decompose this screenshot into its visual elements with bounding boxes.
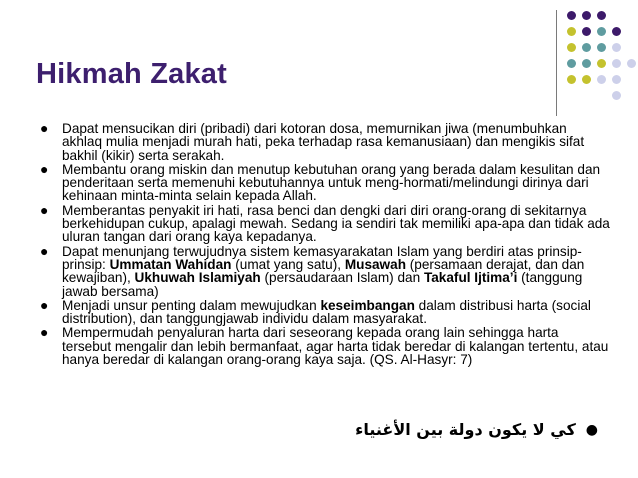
decorative-dot xyxy=(597,11,606,20)
bullet-icon: ● xyxy=(40,120,49,136)
decorative-dot xyxy=(597,59,606,68)
bullet-icon: ● xyxy=(40,296,49,313)
decorative-divider xyxy=(556,10,557,116)
decorative-dot xyxy=(597,75,606,84)
bullet-item xyxy=(40,160,610,204)
decorative-dot xyxy=(612,43,621,52)
decorative-dot xyxy=(627,59,636,68)
decorative-dot xyxy=(567,75,576,84)
bullet-item xyxy=(40,242,610,299)
decorative-dot xyxy=(567,43,576,52)
bullet-item xyxy=(40,201,610,245)
bullet-icon: ● xyxy=(40,201,49,218)
decorative-dot xyxy=(612,91,621,100)
decorative-dot xyxy=(582,11,591,20)
decorative-dot xyxy=(567,27,576,36)
bullet-icon: ● xyxy=(40,242,49,259)
decorative-dot xyxy=(567,59,576,68)
bullet-text: (persamaan derajat, dan dan kewajiban), xyxy=(62,256,585,286)
decorative-dot xyxy=(582,75,591,84)
decorative-dot xyxy=(612,27,621,36)
bullet-icon: ● xyxy=(585,421,598,438)
bold-term: keseimbangan xyxy=(320,297,415,313)
bullet-text: Dapat mensucikan diri (pribadi) dari kotoran dosa, memurnikan jiwa (menumbuhkan akhlaq mulia menjadi murah hati, peka terhadap rasa kemanusiaan) dan mengikis sifat bakhil (kikir) serta serakah. xyxy=(62,121,585,163)
bullet-text: Membantu orang miskin dan menutup kebutuhan orang yang berada dalam kesulitan dan penderitaan serta memenuhi kebutuhannya untuk meng-hormati/melindungi dirinya dari kehinaan minta-minta selain kepada Allah. xyxy=(62,161,601,204)
bold-term: Takaful Ijtima’i xyxy=(423,270,518,286)
bullet-item xyxy=(40,326,610,366)
decorative-dot xyxy=(612,59,621,68)
bullet-list xyxy=(40,122,610,367)
decorative-dot xyxy=(597,43,606,52)
bullet-text: dalam distribusi harta (social distribution), dan tanggungjawab individu dalam masyarakat. xyxy=(62,297,591,327)
slide-title: Hikmah Zakat xyxy=(36,58,227,90)
bullet-text: (umat yang satu), xyxy=(231,256,345,272)
bullet-text: (persaudaraan Islam) dan xyxy=(260,270,424,286)
bullet-text: Mempermudah penyaluran harta dari seseorang kepada orang lain sehingga harta tersebut mengalir dan lebih bermanfaat, agar harta tidak beredar di kalangan tertentu, atau hanya beredar di kalangan orang-orang kaya saja. (QS. Al-Hasyr: 7) xyxy=(62,325,609,368)
bullet-icon: ● xyxy=(40,160,49,177)
bold-term: Musawah xyxy=(344,256,406,272)
decorative-dot xyxy=(582,59,591,68)
bullet-text: Menjadi unsur penting dalam mewujudkan xyxy=(62,297,321,313)
bullet-text: Memberantas penyakit iri hati, rasa benci dan dengki dari diri orang-orang di sekitarnya berkehidupan cukup, apalagi mewah. Sedang ia sendiri tak memiliki apa-apa dan tidak ada uluran tangan dari orang kaya kepadanya. xyxy=(62,202,610,245)
decorative-dot xyxy=(567,11,576,20)
bullet-text: (tanggung jawab bersama) xyxy=(62,270,583,299)
arabic-text: كي لا يكون دولة بين الأغنياء xyxy=(355,420,576,439)
arabic-bullet xyxy=(355,420,598,439)
decorative-dot xyxy=(612,75,621,84)
bullet-item xyxy=(40,296,610,327)
bullet-item xyxy=(40,122,610,162)
decorative-dot xyxy=(582,27,591,36)
bullet-icon: ● xyxy=(40,324,49,341)
bold-term: Ummatan Wahidan xyxy=(109,256,232,272)
decorative-dot xyxy=(582,43,591,52)
bullet-text: Dapat menunjang terwujudnya sistem kemasyarakatan Islam yang berdiri atas prinsip-prinsip: xyxy=(62,243,582,272)
bold-term: Ukhuwah Islamiyah xyxy=(134,270,261,286)
decorative-dot xyxy=(597,27,606,36)
